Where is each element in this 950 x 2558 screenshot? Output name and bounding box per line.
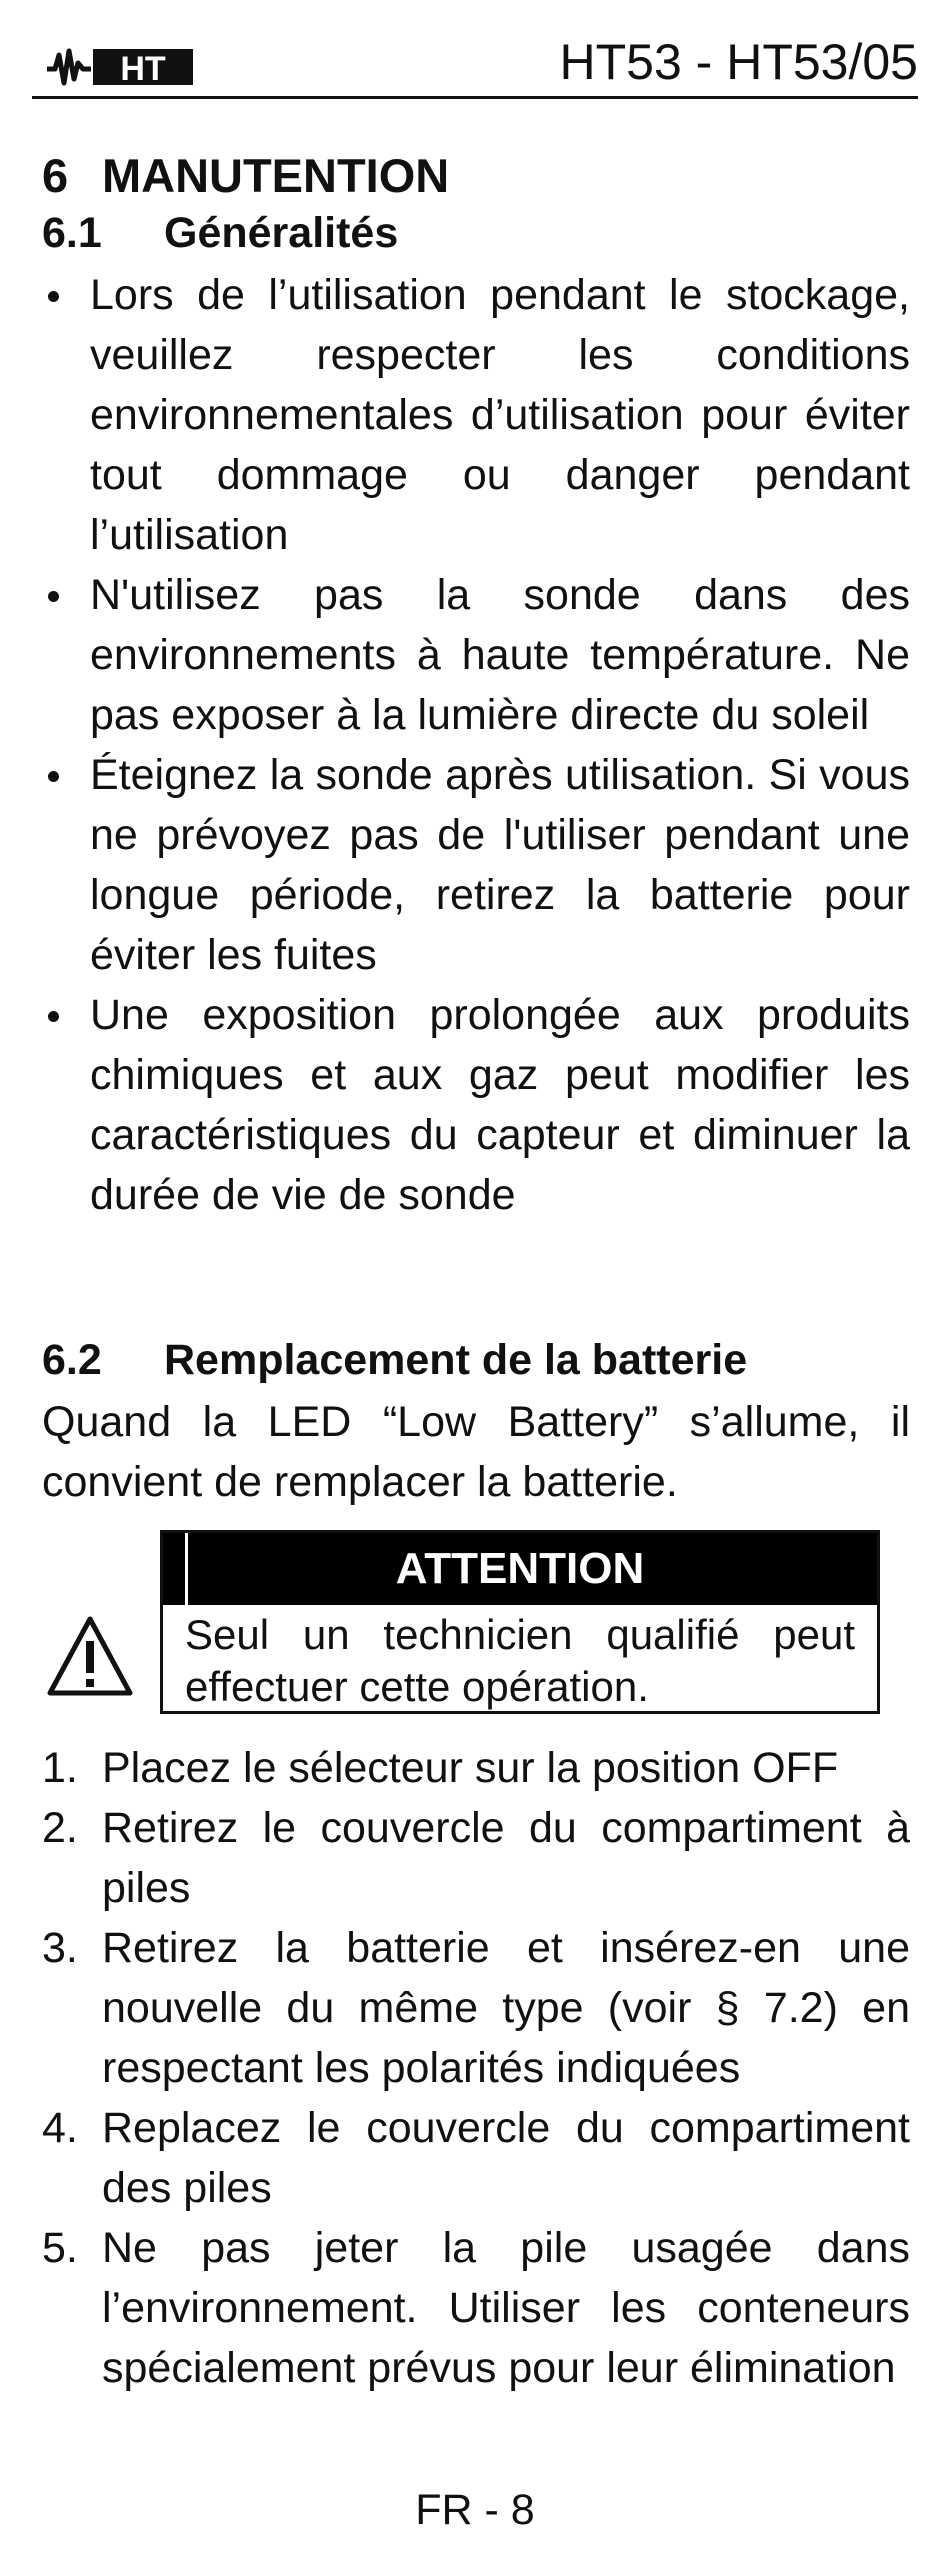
step-number: 3. [42, 1924, 78, 1972]
attention-label: ATTENTION [163, 1533, 877, 1605]
list-item-text: N'utilisez pas la sonde dans des environnements à haute température. Ne pas exposer à la lumière directe du soleil [90, 571, 910, 739]
numbered-list [42, 1738, 910, 2398]
list-item [42, 265, 910, 565]
subsection-title: Généralités [164, 209, 399, 257]
section-number: 6 [42, 149, 69, 202]
list-item [42, 1918, 910, 2098]
section-heading-6 [42, 145, 449, 207]
header-rule [32, 96, 918, 99]
list-item [42, 2218, 910, 2398]
ht-logo [47, 45, 197, 90]
bullet-icon [48, 291, 59, 302]
section-heading-6-2 [42, 1330, 747, 1390]
attention-box [160, 1530, 880, 1714]
step-text: Ne pas jeter la pile usagée dans l’environnement. Utiliser les conteneurs spécialement prévus pour leur élimination [102, 2224, 910, 2392]
attention-text: Seul un technicien qualifié peut effectuer cette opération. [185, 1611, 855, 1710]
list-item [42, 1738, 910, 1798]
list-item [42, 2098, 910, 2218]
list-item [42, 745, 910, 985]
intro-paragraph: Quand la LED “Low Battery” s’allume, il convient de remplacer la batterie. [42, 1398, 910, 1506]
section-title: MANUTENTION [102, 149, 450, 202]
step-text: Retirez le couvercle du compartiment à piles [102, 1804, 910, 1912]
bullet-icon [48, 591, 59, 602]
subsection-title: Remplacement de la batterie [164, 1336, 748, 1384]
step-text: Placez le sélecteur sur la position OFF [102, 1744, 839, 1792]
list-item [42, 1798, 910, 1918]
list-item-text: Lors de l’utilisation pendant le stockage, veuillez respecter les conditions environnementales d’utilisation pour éviter tout dommage ou danger pendant l’utilisation [90, 271, 910, 559]
step-text: Retirez la batterie et insérez-en une nouvelle du même type (voir § 7.2) en respectant les polarités indiquées [102, 1924, 910, 2092]
bullet-icon [48, 1011, 59, 1022]
page-header [32, 30, 918, 100]
section-heading-6-1 [42, 203, 398, 263]
subsection-number: 6.1 [42, 209, 102, 257]
page-number: FR - 8 [415, 2486, 535, 2534]
list-item [42, 565, 910, 745]
step-number: 1. [42, 1744, 78, 1792]
step-number: 2. [42, 1804, 78, 1852]
step-text: Replacez le couvercle du compartiment des piles [102, 2104, 910, 2212]
warning-triangle-icon [46, 1615, 134, 1697]
step-number: 5. [42, 2224, 78, 2272]
subsection-number: 6.2 [42, 1336, 102, 1384]
list-item [42, 985, 910, 1225]
bullet-list [42, 265, 910, 1225]
step-number: 4. [42, 2104, 78, 2152]
list-item-text: Une exposition prolongée aux produits chimiques et aux gaz peut modifier les caractéristiques du capteur et diminuer la durée de vie de sonde [90, 991, 910, 1219]
logo-text: HT [120, 50, 166, 88]
document-title: HT53 - HT53/05 [559, 34, 918, 90]
bullet-icon [48, 771, 59, 782]
list-item-text: Éteignez la sonde après utilisation. Si vous ne prévoyez pas de l'utiliser pendant une longue période, retirez la batterie pour éviter les fuites [90, 751, 910, 979]
attention-divider [185, 1533, 188, 1605]
